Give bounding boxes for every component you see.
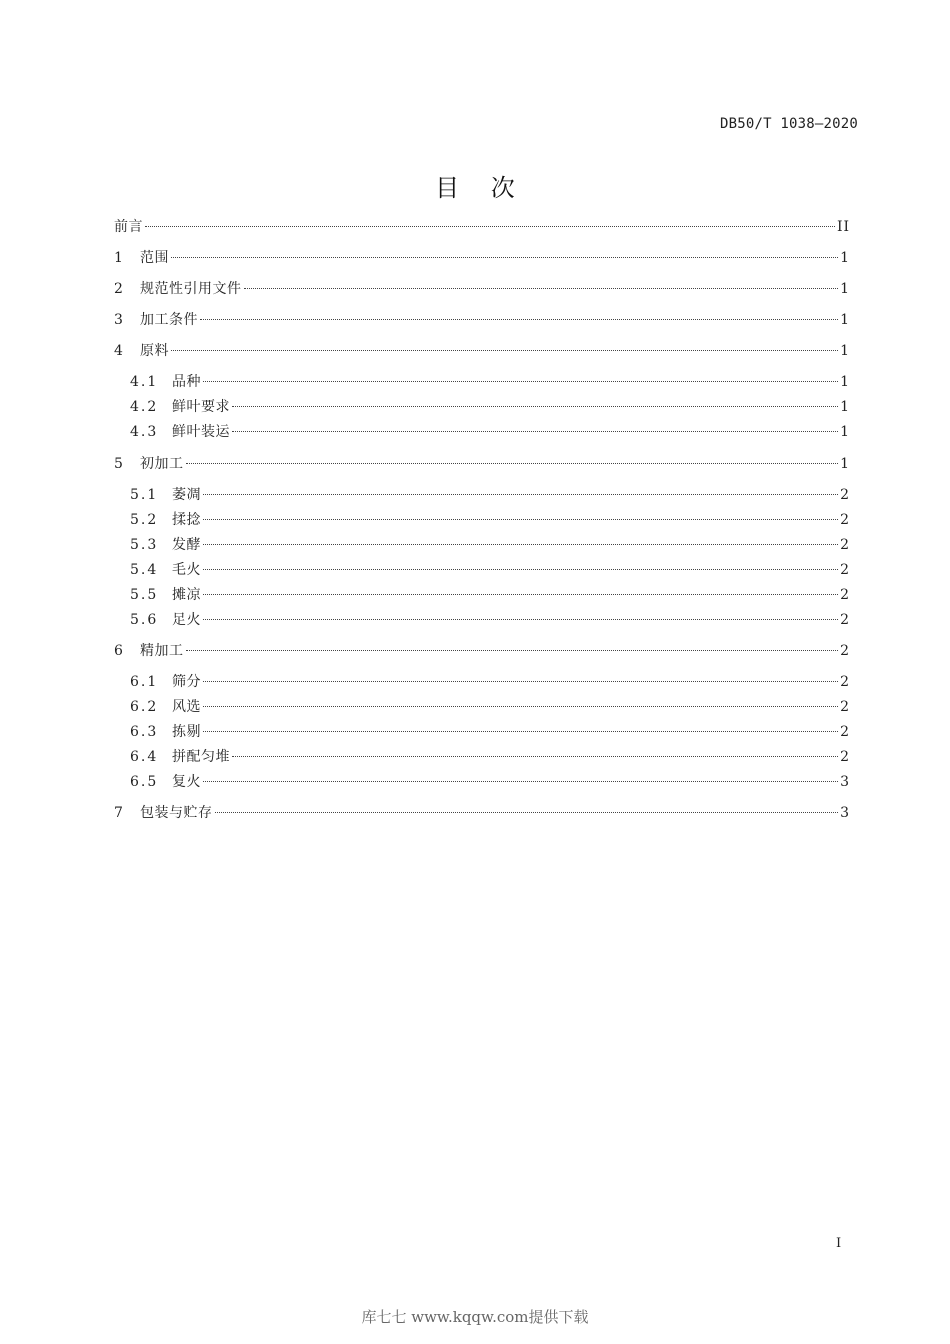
toc-entry-label: 足火 [172, 612, 201, 628]
toc-entry-label: 拣剔 [172, 724, 201, 740]
toc-entry-number: 3 [114, 312, 124, 328]
toc-entry-page: 2 [840, 537, 850, 553]
toc-entry-label: 鲜叶要求 [172, 399, 230, 415]
toc-entry-5-1[interactable] [130, 484, 850, 506]
toc-entry-page: 1 [840, 343, 850, 359]
toc-entry-5-5[interactable] [130, 584, 850, 606]
toc-entry-page: 1 [840, 399, 850, 415]
toc-leader-dots [186, 463, 839, 464]
toc-entry-4-1[interactable] [130, 371, 850, 393]
toc-entry-6-4[interactable] [130, 746, 850, 768]
toc-leader-dots [203, 569, 838, 570]
toc-entry-label: 拼配匀堆 [172, 749, 230, 765]
toc-entry-label: 精加工 [140, 643, 184, 659]
toc-entry-number: 6.4 [130, 749, 159, 765]
toc-entry-label: 风选 [172, 699, 201, 715]
toc-entry-label: 品种 [172, 374, 201, 390]
toc-leader-dots [145, 226, 835, 227]
toc-entry-number: 5.1 [130, 487, 159, 503]
toc-entry-number: 6.3 [130, 724, 159, 740]
toc-entry-4-2[interactable] [130, 396, 850, 418]
toc-entry-4-3[interactable] [130, 421, 850, 443]
toc-entry-6-2[interactable] [130, 696, 850, 718]
toc-entry-label: 范围 [140, 250, 169, 266]
toc-entry-label: 揉捻 [172, 512, 201, 528]
toc-entry-6[interactable] [114, 640, 850, 662]
toc-entry-6-1[interactable] [130, 671, 850, 693]
toc-entry-page: 1 [840, 312, 850, 328]
page-number: I [836, 1236, 842, 1251]
toc-entry-page: 2 [840, 587, 850, 603]
toc-entry-number: 5.3 [130, 537, 159, 553]
toc-entry-5-6[interactable] [130, 609, 850, 631]
toc-entry-page: 2 [840, 512, 850, 528]
toc-entry-label: 初加工 [140, 456, 184, 472]
toc-entry-number: 4 [114, 343, 124, 359]
toc-leader-dots [203, 706, 838, 707]
toc-entry-page: 2 [840, 724, 850, 740]
toc-leader-dots [203, 544, 838, 545]
toc-entry-page: 1 [840, 424, 850, 440]
toc-entry-6-5[interactable] [130, 771, 850, 793]
toc-entry-6-3[interactable] [130, 721, 850, 743]
toc-entry-number: 5.6 [130, 612, 159, 628]
toc-entry-page: 2 [840, 612, 850, 628]
toc-entry-label: 前言 [114, 219, 143, 235]
toc-leader-dots [203, 381, 838, 382]
toc-entry-page: 1 [840, 456, 850, 472]
toc-leader-dots [203, 781, 838, 782]
toc-title: 目 次 [435, 174, 527, 202]
toc-entry-page: 2 [840, 487, 850, 503]
toc-entry-3[interactable] [114, 309, 850, 331]
toc-entry-number: 5.4 [130, 562, 159, 578]
toc-entry-5-4[interactable] [130, 559, 850, 581]
toc-entry-number: 5.2 [130, 512, 159, 528]
toc-leader-dots [171, 350, 838, 351]
toc-leader-dots [203, 594, 838, 595]
toc-entry-5[interactable] [114, 453, 850, 475]
toc-entry-number: 4.2 [130, 399, 159, 415]
toc-entry-label: 发酵 [172, 537, 201, 553]
toc-entry-1[interactable] [114, 247, 850, 269]
toc-entry-page: 1 [840, 374, 850, 390]
toc-entry-page: 2 [840, 749, 850, 765]
toc-entry-label: 加工条件 [140, 312, 198, 328]
toc-leader-dots [215, 812, 839, 813]
toc-entry-label: 毛火 [172, 562, 201, 578]
toc-entry-label: 复火 [172, 774, 201, 790]
toc-entry-label: 萎凋 [172, 487, 201, 503]
toc-leader-dots [200, 319, 838, 320]
toc-leader-dots [244, 288, 839, 289]
toc-leader-dots [232, 431, 838, 432]
toc-entry-number: 6.1 [130, 674, 159, 690]
toc-entry-number: 6.5 [130, 774, 159, 790]
toc-entry-number: 5 [114, 456, 124, 472]
toc-entry-page: 3 [840, 805, 850, 821]
toc-entry-number: 4.3 [130, 424, 159, 440]
toc-leader-dots [232, 406, 838, 407]
toc-leader-dots [203, 731, 838, 732]
document-code: DB50/T 1038—2020 [719, 116, 858, 132]
toc-entry-page: 2 [840, 643, 850, 659]
toc-entry-5-3[interactable] [130, 534, 850, 556]
toc-entry-2[interactable] [114, 278, 850, 300]
toc-leader-dots [186, 650, 839, 651]
toc-entry-number: 5.5 [130, 587, 159, 603]
toc-entry-label: 规范性引用文件 [140, 281, 242, 297]
toc-entry-number: 6.2 [130, 699, 159, 715]
toc-entry-number: 6 [114, 643, 124, 659]
toc-entry-page: 3 [840, 774, 850, 790]
toc-entry-label: 鲜叶装运 [172, 424, 230, 440]
toc-entry-number: 1 [114, 250, 124, 266]
toc-entry-number: 2 [114, 281, 124, 297]
toc-leader-dots [171, 257, 838, 258]
toc-entry-foreword[interactable] [114, 216, 850, 238]
toc-entry-number: 7 [114, 805, 124, 821]
toc-leader-dots [203, 519, 838, 520]
toc-leader-dots [203, 619, 838, 620]
toc-leader-dots [203, 681, 838, 682]
toc-entry-number: 4.1 [130, 374, 159, 390]
toc-entry-5-2[interactable] [130, 509, 850, 531]
toc-entry-page: II [836, 219, 850, 235]
toc-entry-page: 1 [840, 250, 850, 266]
watermark-text: 库七七 www.kqqw.com提供下载 [361, 1308, 589, 1326]
toc-entry-7[interactable] [114, 802, 850, 824]
toc-leader-dots [232, 756, 838, 757]
toc-entry-label: 筛分 [172, 674, 201, 690]
toc-entry-label: 摊凉 [172, 587, 201, 603]
toc-entry-page: 2 [840, 674, 850, 690]
toc-entry-page: 2 [840, 562, 850, 578]
toc-entry-page: 2 [840, 699, 850, 715]
toc-leader-dots [203, 494, 838, 495]
toc-entry-label: 原料 [140, 343, 169, 359]
toc-entry-page: 1 [840, 281, 850, 297]
toc-entry-4[interactable] [114, 340, 850, 362]
toc-entry-label: 包装与贮存 [140, 805, 213, 821]
